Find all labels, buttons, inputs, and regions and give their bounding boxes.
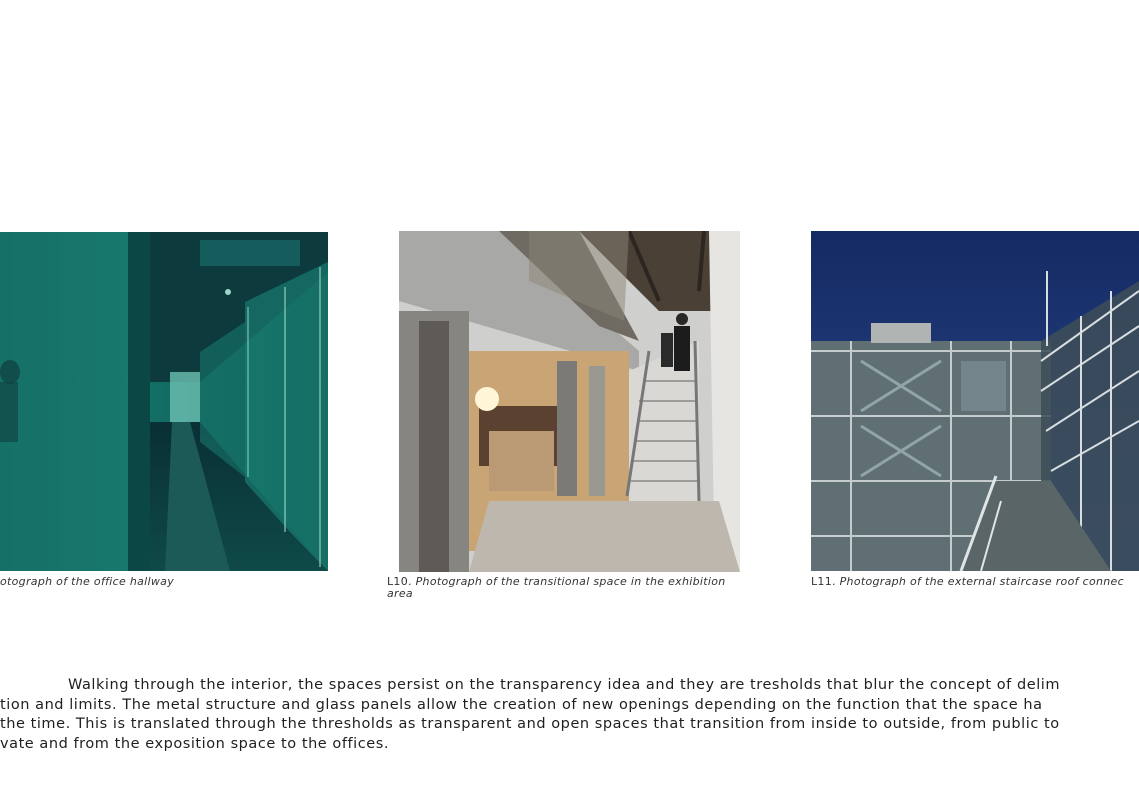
- paragraph-line: the time. This is translated through the thresholds as transparent and open spaces that transition from inside to outside, from public to: [0, 716, 1060, 732]
- figure-caption-l10: [387, 576, 747, 600]
- paragraph-line: vate and from the exposition space to the offices.: [0, 735, 390, 752]
- paragraph-line: tion and limits. The metal structure and glass panels allow the creation of new openings depending on the function that the space ha: [0, 696, 1043, 713]
- figure-caption-l9: [0, 576, 174, 588]
- external-staircase-photo: [811, 231, 1139, 571]
- caption-text: Photograph of the external staircase roof connec: [839, 575, 1124, 588]
- caption-text: Photograph of the transitional space in the exhibition: [415, 575, 726, 588]
- caption-text-line2: area: [387, 587, 413, 600]
- figure-caption-l11: [811, 576, 1139, 588]
- transitional-space-photo: [399, 231, 740, 572]
- caption-number: L10.: [387, 575, 412, 588]
- caption-number: L11.: [811, 575, 836, 588]
- caption-text: otograph of the office hallway: [0, 575, 175, 588]
- office-hallway-photo: [0, 232, 328, 571]
- body-paragraph: [0, 676, 1139, 754]
- paragraph-line: Walking through the interior, the spaces persist on the transparency idea and they are tresholds that blur the concept of delim: [68, 677, 1061, 693]
